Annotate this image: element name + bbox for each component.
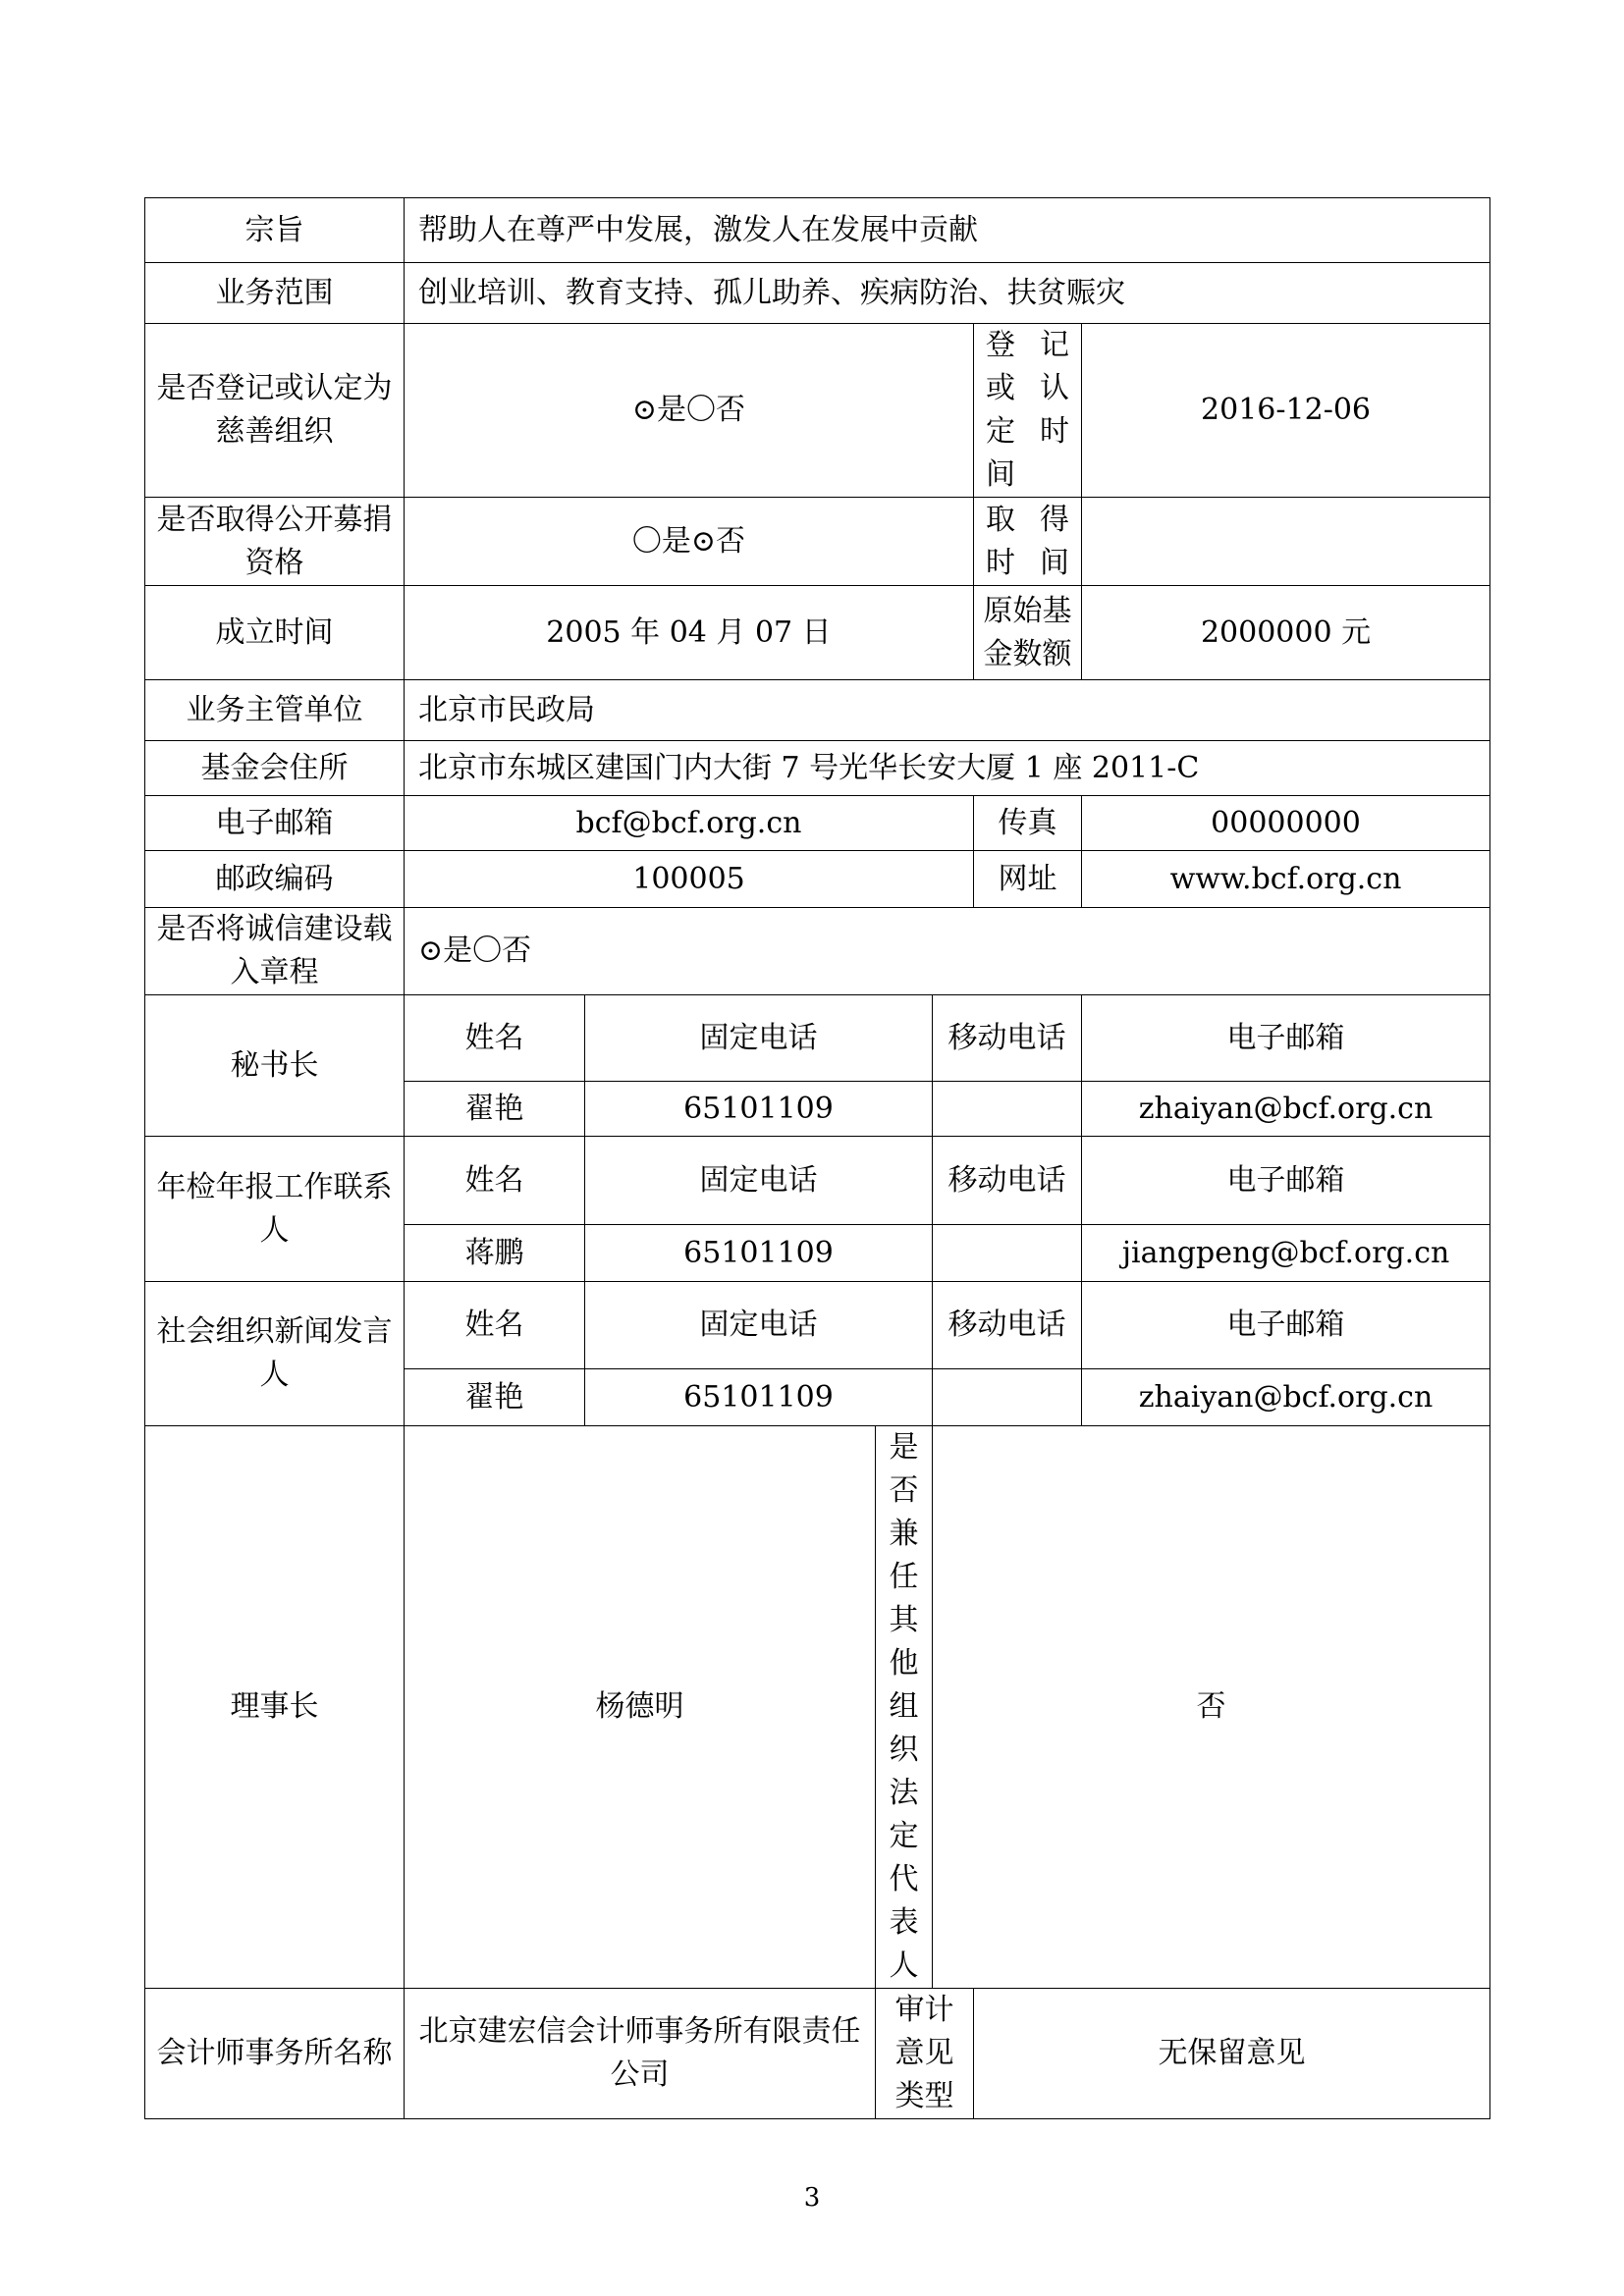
email-label: 电子邮箱 — [145, 796, 405, 851]
authority-label: 业务主管单位 — [145, 680, 405, 741]
secretary-email-header: 电子邮箱 — [1082, 995, 1490, 1082]
audit-type-value: 无保留意见 — [974, 1989, 1490, 2119]
founded-row — [145, 586, 1490, 680]
concurrent-label-cell — [876, 1426, 933, 1989]
secretary-header-row — [145, 995, 1490, 1082]
fundraising-date-value — [1082, 498, 1490, 586]
email-value: bcf@bcf.org.cn — [405, 796, 974, 851]
annual-contact-header-row — [145, 1137, 1490, 1225]
postal-value: 100005 — [405, 851, 974, 908]
annual-contact-name: 蒋鹏 — [405, 1225, 585, 1282]
integrity-value: ⊙是〇否 — [405, 908, 1490, 995]
authority-row — [145, 680, 1490, 741]
accounting-value: 北京建宏信会计师事务所有限责任公司 — [405, 1989, 876, 2119]
spokesperson-mobile-header: 移动电话 — [933, 1282, 1082, 1369]
spokesperson-email-header: 电子邮箱 — [1082, 1282, 1490, 1369]
charity-date-value: 2016-12-06 — [1082, 324, 1490, 498]
secretary-name: 翟艳 — [405, 1082, 585, 1137]
fax-label: 传真 — [974, 796, 1082, 851]
fundraising-row — [145, 498, 1490, 586]
annual-contact-name-header: 姓名 — [405, 1137, 585, 1225]
spokesperson-name-header: 姓名 — [405, 1282, 585, 1369]
scope-row — [145, 263, 1490, 324]
address-value: 北京市东城区建国门内大街 7 号光华长安大厦 1 座 2011-C — [405, 741, 1490, 796]
purpose-row — [145, 198, 1490, 263]
website-value: www.bcf.org.cn — [1082, 851, 1490, 908]
page-number: 3 — [803, 2183, 821, 2213]
address-row — [145, 741, 1490, 796]
fund-amount-label: 原始基金数额 — [974, 586, 1082, 680]
annual-contact-phone-header: 固定电话 — [585, 1137, 933, 1225]
fundraising-date-label: 取得时间 — [974, 498, 1082, 586]
secretary-email: zhaiyan@bcf.org.cn — [1082, 1082, 1490, 1137]
email-row — [145, 796, 1490, 851]
annual-contact-mobile — [933, 1225, 1082, 1282]
secretary-phone-header: 固定电话 — [585, 995, 933, 1082]
annual-contact-phone: 65101109 — [585, 1225, 933, 1282]
audit-type-label: 审计意见类型 — [876, 1989, 974, 2119]
spokesperson-header-row — [145, 1282, 1490, 1369]
scope-label: 业务范围 — [145, 263, 405, 324]
secretary-label: 秘书长 — [145, 995, 405, 1137]
purpose-value: 帮助人在尊严中发展，激发人在发展中贡献 — [405, 198, 1490, 263]
integrity-label: 是否将诚信建设载入章程 — [145, 908, 405, 995]
spokesperson-phone: 65101109 — [585, 1369, 933, 1426]
charity-label: 是否登记或认定为慈善组织 — [145, 324, 405, 498]
accounting-label: 会计师事务所名称 — [145, 1989, 405, 2119]
integrity-row — [145, 908, 1490, 995]
chairman-label: 理事长 — [145, 1426, 405, 1989]
charity-date-label: 登记或认定时间 — [974, 324, 1082, 498]
annual-contact-email: jiangpeng@bcf.org.cn — [1082, 1225, 1490, 1282]
secretary-name-header: 姓名 — [405, 995, 585, 1082]
annual-contact-email-header: 电子邮箱 — [1082, 1137, 1490, 1225]
concurrent-label: 是否兼任其他组织法定代表人 — [889, 1430, 919, 1983]
postal-label: 邮政编码 — [145, 851, 405, 908]
secretary-phone: 65101109 — [585, 1082, 933, 1137]
fundraising-value: 〇是⊙否 — [405, 498, 974, 586]
address-label: 基金会住所 — [145, 741, 405, 796]
accounting-row — [145, 1989, 1490, 2119]
authority-value: 北京市民政局 — [405, 680, 1490, 741]
concurrent-value: 否 — [933, 1426, 1490, 1989]
spokesperson-email: zhaiyan@bcf.org.cn — [1082, 1369, 1490, 1426]
chairman-row — [145, 1426, 1490, 1989]
postal-row — [145, 851, 1490, 908]
founded-value: 2005 年 04 月 07 日 — [405, 586, 974, 680]
scope-value: 创业培训、教育支持、孤儿助养、疾病防治、扶贫赈灾 — [405, 263, 1490, 324]
spokesperson-name: 翟艳 — [405, 1369, 585, 1426]
secretary-mobile-header-cell: 移动电话 — [933, 995, 1082, 1082]
website-label: 网址 — [974, 851, 1082, 908]
founded-label: 成立时间 — [145, 586, 405, 680]
annual-contact-label: 年检年报工作联系人 — [145, 1137, 405, 1282]
spokesperson-phone-header: 固定电话 — [585, 1282, 933, 1369]
chairman-name: 杨德明 — [405, 1426, 876, 1989]
spokesperson-label: 社会组织新闻发言人 — [145, 1282, 405, 1426]
fundraising-label: 是否取得公开募捐资格 — [145, 498, 405, 586]
info-table — [144, 197, 1490, 2119]
spokesperson-mobile — [933, 1369, 1082, 1426]
fax-value: 00000000 — [1082, 796, 1490, 851]
purpose-label: 宗旨 — [145, 198, 405, 263]
charity-row — [145, 324, 1490, 498]
annual-contact-mobile-header: 移动电话 — [933, 1137, 1082, 1225]
charity-value: ⊙是〇否 — [405, 324, 974, 498]
secretary-mobile — [933, 1082, 1082, 1137]
fund-amount-value: 2000000 元 — [1082, 586, 1490, 680]
